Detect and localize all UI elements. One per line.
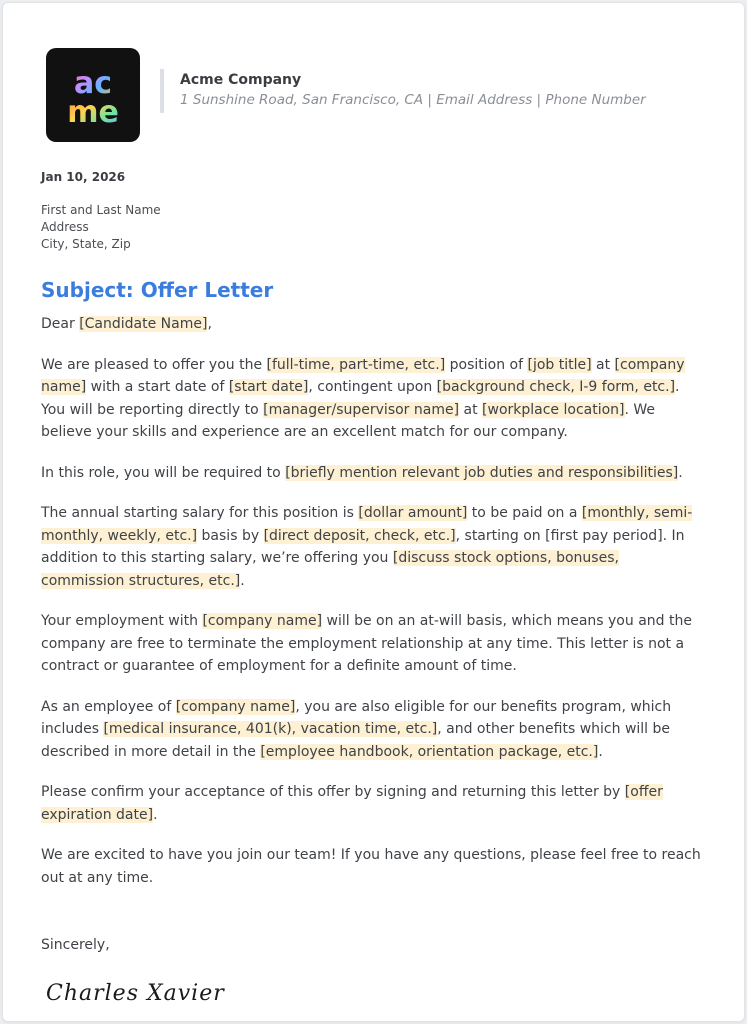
- company-contact: 1 Sunshine Road, San Francisco, CA | Email Address | Phone Number: [180, 92, 646, 108]
- placeholder-field: [background check, I-9 form, etc.]: [436, 379, 676, 395]
- placeholder-field: [medical insurance, 401(k), vacation time, etc.]: [103, 721, 438, 737]
- logo-text-top: ac: [73, 66, 113, 101]
- text-segment: .: [153, 806, 158, 823]
- placeholder-field: [workplace location]: [482, 401, 625, 418]
- text-segment: .: [598, 743, 603, 760]
- text-segment: position of: [445, 356, 528, 373]
- logo-text-bottom: me: [67, 95, 119, 127]
- paragraph-confirm: [41, 781, 703, 826]
- letter-date: Jan 10, 2026: [41, 170, 126, 184]
- text-segment: , and other benefits which will be described in more detail in the: [41, 721, 671, 760]
- text-segment: to be paid on a: [467, 505, 582, 521]
- text-segment: with a start date of: [86, 379, 229, 395]
- letterhead: [46, 47, 646, 143]
- text-segment: In this role, you will be required to: [41, 464, 286, 481]
- letter-content: [41, 168, 703, 889]
- placeholder-field: [employee handbook, orientation package, etc.]: [260, 743, 599, 760]
- paragraph-at-will: [41, 610, 703, 678]
- text-segment: will be on an at-will basis, which means you and the company are free to terminate the employment relationship at any time. This letter is not a contract or guarantee of employment for a definite amount of time.: [41, 613, 692, 674]
- text-segment: at: [459, 401, 483, 418]
- greeting: [41, 313, 703, 336]
- text-segment: . In addition to this starting salary, we’re offering you: [41, 527, 685, 566]
- text-segment: .: [678, 464, 683, 481]
- text-segment: Please confirm your acceptance of this offer by signing and returning this letter by: [41, 784, 625, 800]
- paragraph-role: [41, 462, 703, 485]
- placeholder-field: [direct deposit, check, etc.]: [263, 527, 456, 544]
- text-segment: We are pleased to offer you the: [41, 356, 267, 373]
- paragraph-benefits: [41, 696, 703, 764]
- placeholder-field: [company name]: [202, 613, 323, 629]
- signature: Charles Xavier: [46, 981, 225, 1006]
- paragraph-offer: [41, 354, 703, 444]
- acme-logo-icon: [58, 63, 128, 127]
- placeholder-field: [briefly mention relevant job duties and responsibilities]: [285, 464, 679, 481]
- text-segment: .: [240, 572, 245, 589]
- text-segment: , starting on: [455, 527, 546, 544]
- text-segment: As an employee of: [41, 698, 176, 715]
- letter-page: [2, 2, 745, 1022]
- text-segment: We are excited to have you join our team! If you have any questions, please feel free to reach out at any time.: [41, 847, 701, 886]
- text-segment: [first pay period]: [545, 527, 663, 544]
- recipient-name: First and Last Name: [41, 203, 161, 217]
- placeholder-field: [monthly, semi-monthly, weekly, etc.]: [41, 505, 693, 544]
- placeholder-field: [company name]: [41, 356, 685, 395]
- letter-body: [41, 313, 703, 889]
- text-segment: . You will be reporting directly to: [41, 379, 680, 418]
- placeholder-field: [offer expiration date]: [41, 784, 663, 823]
- recipient-block: [41, 202, 703, 253]
- text-segment: basis by: [197, 527, 264, 544]
- placeholder-field: [job title]: [527, 356, 592, 373]
- text-segment: Your employment with: [41, 613, 203, 629]
- text-segment: , contingent upon: [308, 379, 437, 395]
- greeting-text: Dear: [41, 316, 80, 332]
- text-segment: The annual starting salary for this position is: [41, 505, 359, 521]
- placeholder-field: [dollar amount]: [358, 505, 468, 521]
- placeholder-field: [company name]: [175, 698, 296, 715]
- company-logo: [46, 48, 140, 142]
- text-segment: . We believe your skills and experience are an excellent match for our company.: [41, 401, 656, 440]
- placeholder-field: [discuss stock options, bonuses, commission structures, etc.]: [41, 550, 619, 589]
- paragraph-closing-note: [41, 844, 703, 889]
- company-name: Acme Company: [180, 72, 302, 88]
- placeholder-field: [start date]: [228, 379, 309, 395]
- recipient-address: Address: [41, 220, 89, 234]
- recipient-city: City, State, Zip: [41, 237, 131, 251]
- greeting-punct: ,: [207, 316, 212, 332]
- company-info: [160, 69, 646, 113]
- placeholder-field: [full-time, part-time, etc.]: [266, 356, 446, 373]
- text-segment: at: [591, 356, 615, 373]
- placeholder-candidate-name: [Candidate Name]: [79, 316, 208, 332]
- closing-salutation: Sincerely,: [41, 937, 110, 953]
- text-segment: , you are also eligible for our benefits program, which includes: [41, 698, 672, 737]
- letter-subject: Subject: Offer Letter: [41, 278, 274, 302]
- paragraph-salary: [41, 502, 703, 592]
- placeholder-field: [manager/supervisor name]: [263, 401, 460, 418]
